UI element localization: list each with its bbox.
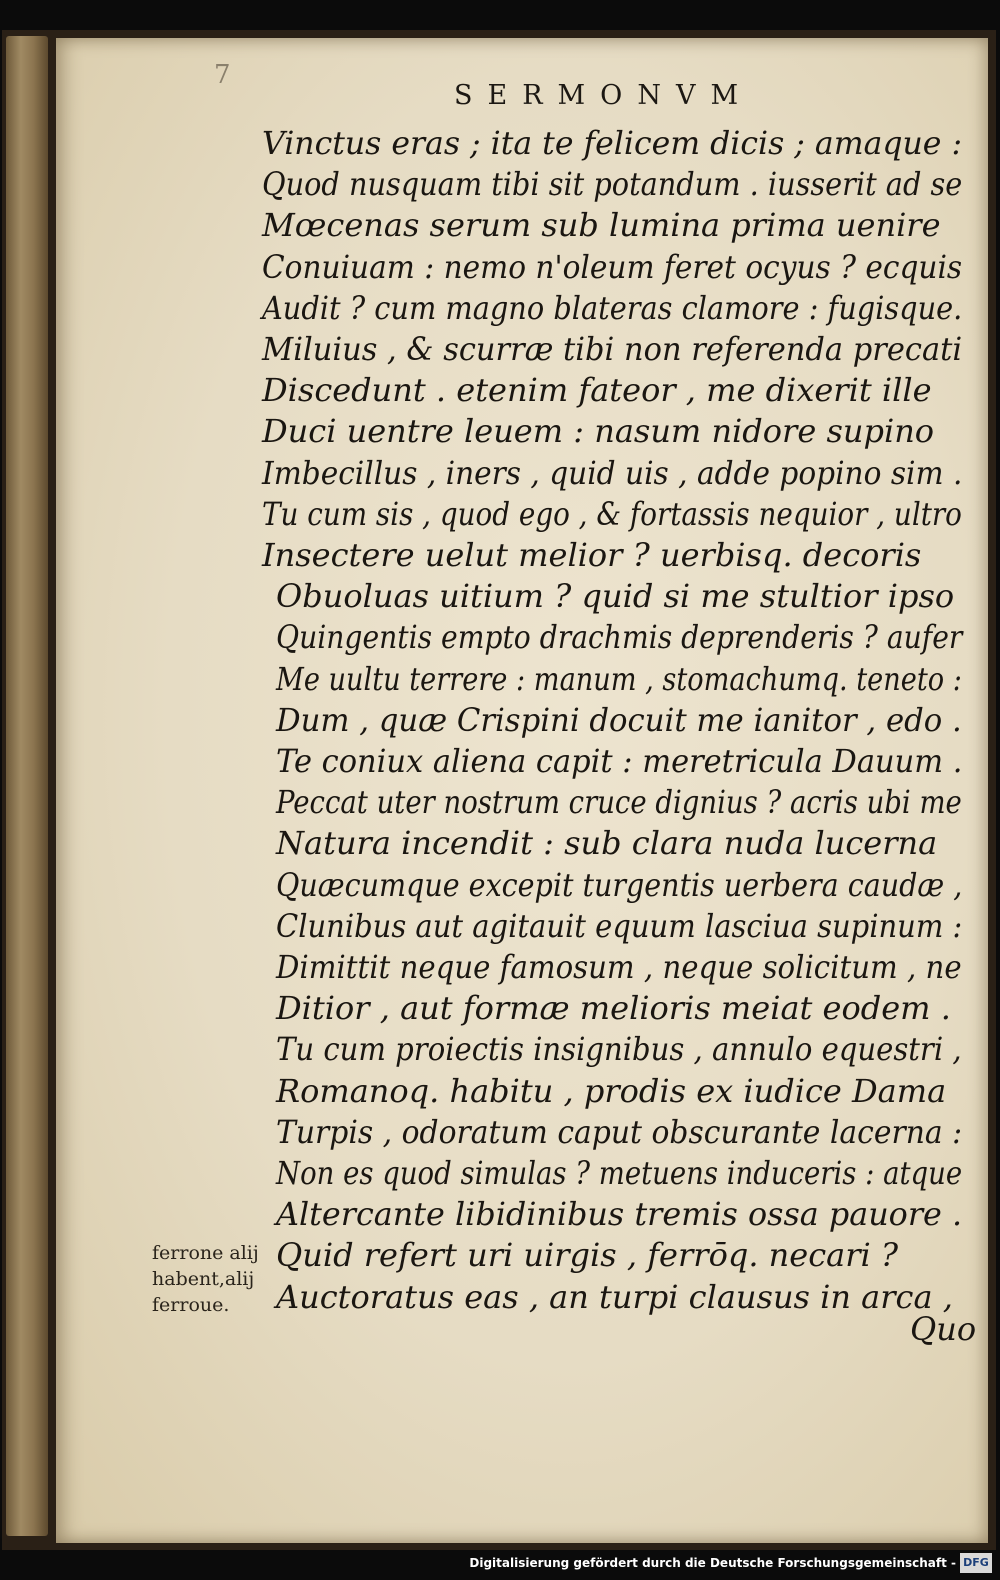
verse-line: Quid refert uri uirgis , ferrōq. necari ? (276, 1236, 899, 1275)
verse-line: Tu cum proiectis insignibus , annulo equestri , (276, 1030, 962, 1069)
verse-line: Conuiuam : nemo n'oleum feret ocyus ? ecquis (262, 247, 963, 286)
verse-line: Audit ? cum magno blateras clamore : fugisque. (262, 288, 963, 327)
margin-note (152, 1240, 282, 1318)
verse-line: Discedunt . etenim fateor , me dixerit ille (262, 371, 932, 410)
verse-line: Obuoluas uitium ? quid si me stultior ipso (276, 577, 955, 616)
verse-line: Miluius , & scurræ tibi non referenda precati (262, 330, 963, 368)
verse-line: Quingentis empto drachmis deprenderis ? aufer (276, 618, 963, 657)
verse-line: Dimittit neque famosum , neque solicitum , ne (276, 948, 962, 986)
margin-note-line: ferroue. (152, 1294, 230, 1316)
verse-line: Natura incendit : sub clara nuda lucerna (276, 824, 938, 863)
verse-line: Insectere uelut melior ? uerbisq. decoris (262, 536, 922, 574)
catchword: Quo (910, 1310, 977, 1348)
verse-line: Vinctus eras ; ita te felicem dicis ; amaque : (262, 124, 963, 162)
verse-line: Altercante libidinibus tremis ossa pauore . (276, 1195, 963, 1234)
verse-line: Turpis , odoratum caput obscurante lacerna : (276, 1112, 963, 1151)
funding-credit: Digitalisierung gefördert durch die Deutsche Forschungsgemeinschaft - (469, 1556, 956, 1570)
verse-line: Auctoratus eas , an turpi clausus in arca , (276, 1277, 953, 1316)
verse-line: Te coniux aliena capit : meretricula Dauum . (276, 742, 963, 780)
verse-line: Dum , quæ Crispini docuit me ianitor , edo . (276, 700, 962, 739)
verse-line: Quod nusquam tibi sit potandum . iusserit ad se (262, 165, 963, 204)
verse-line: Non es quod simulas ? metuens induceris : atque (276, 1154, 963, 1192)
dfg-logo-icon: DFG (960, 1553, 992, 1573)
verse-line: Peccat uter nostrum cruce dignius ? acris ubi me (276, 783, 962, 822)
verse-line: Ditior , aut formæ melioris meiat eodem . (276, 989, 951, 1028)
margin-note-line: ferrone alij (152, 1242, 259, 1264)
verse-line: Quæcumque excepit turgentis uerbera caudæ , (276, 865, 963, 904)
verse-line: Tu cum sis , quod ego , & fortassis nequior , ultro (262, 494, 962, 533)
verse-line: Imbecillus , iners , quid uis , adde popino sim . (262, 453, 963, 492)
page-block-edge (6, 36, 48, 1536)
verse-line: Mœcenas serum sub lumina prima uenire (262, 206, 941, 245)
page-number: 7 (214, 60, 231, 90)
running-head: SERMONVM (454, 80, 754, 111)
verse-line: Romanoq. habitu , prodis ex iudice Dama (276, 1071, 947, 1110)
margin-note-line: habent,alij (152, 1268, 255, 1290)
verse-line: Me uultu terrere : manum , stomachumq. teneto : (276, 659, 962, 698)
verse-line: Duci uentre leuem : nasum nidore supino (262, 412, 935, 451)
verse-line: Clunibus aut agitauit equum lasciua supinum : (276, 906, 963, 945)
